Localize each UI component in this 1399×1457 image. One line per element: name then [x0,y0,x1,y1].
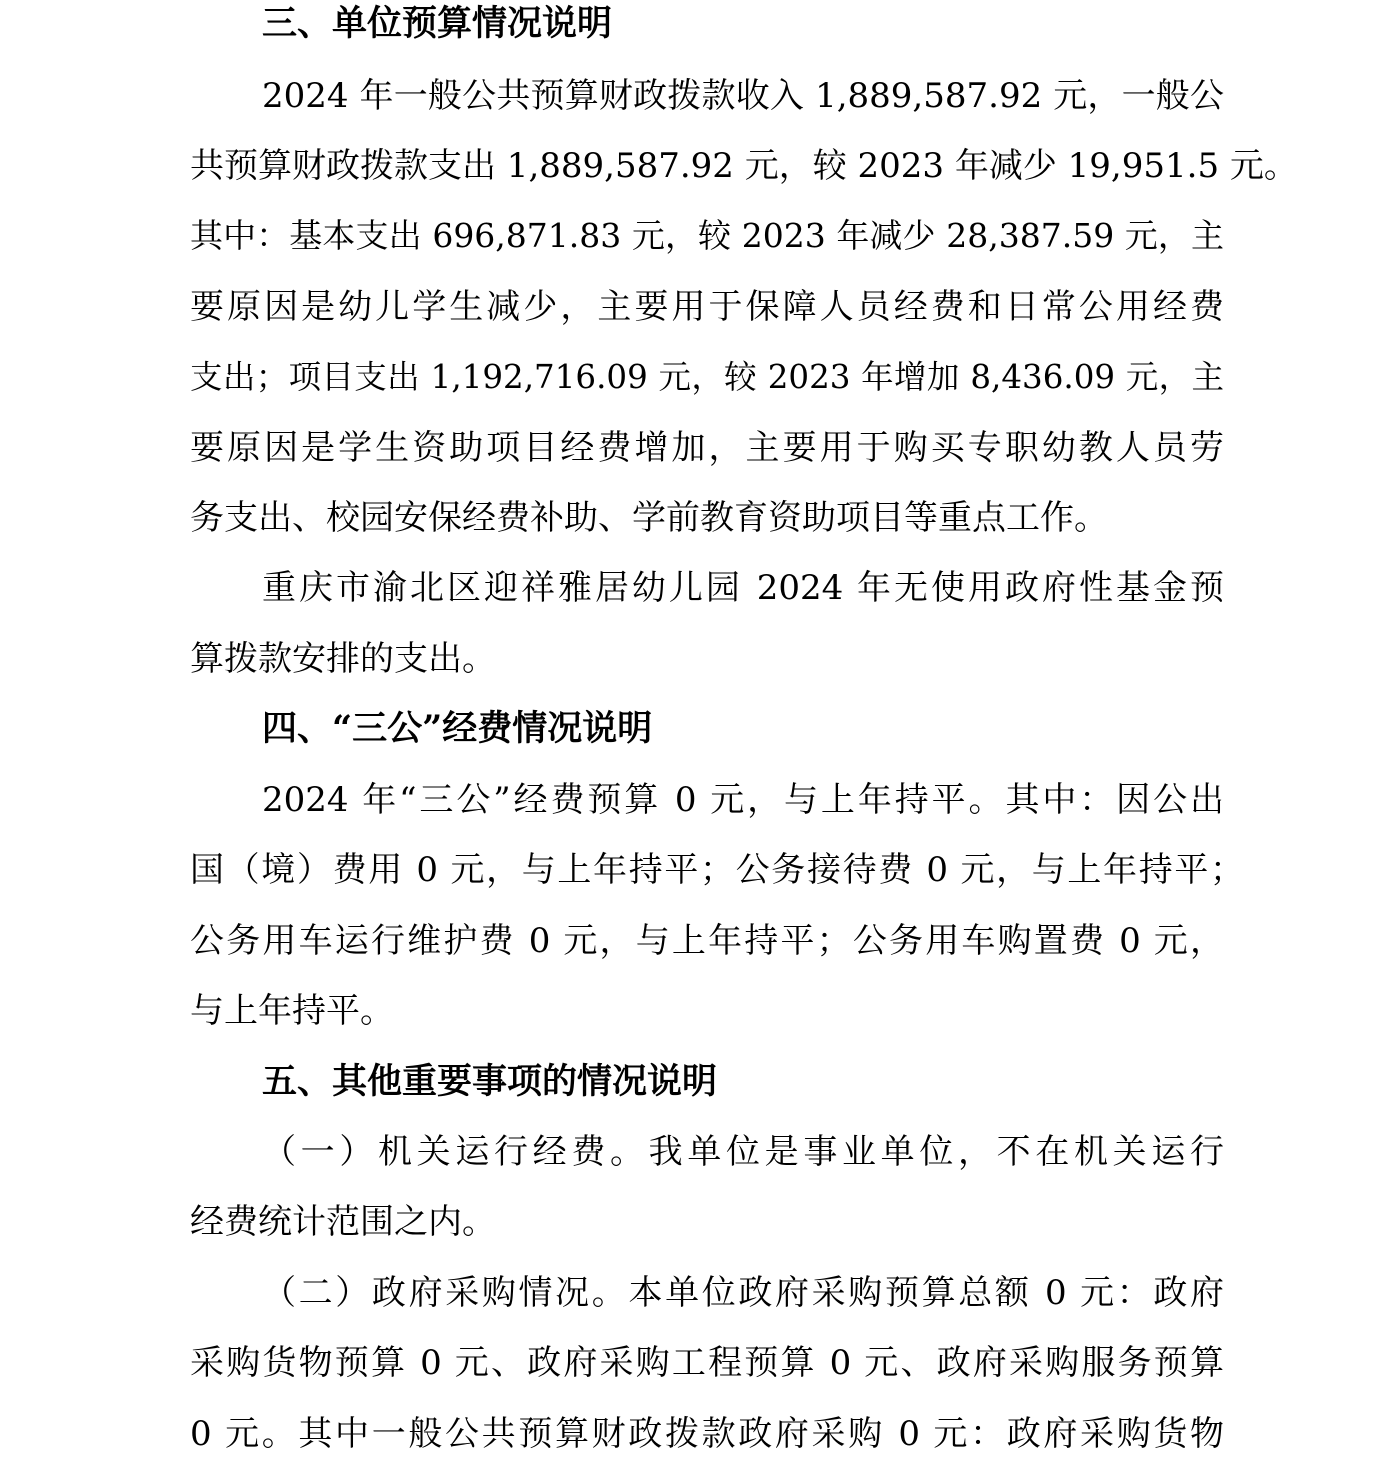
section-heading-other-matters: 五、其他重要事项的情况说明 [262,1061,718,1102]
paragraph-line: 2024 年一般公共预算财政拨款收入 1,889,587.92 元，一般公 [262,76,1224,116]
paragraph-line: 经费统计范围之内。 [190,1202,496,1242]
paragraph-line: 务支出、校园安保经费补助、学前教育资助项目等重点工作。 [190,498,1108,538]
paragraph-line: 其中：基本支出 696,871.83 元，较 2023 年减少 28,387.59 元，主 [190,216,1224,255]
paragraph-line: 与上年持平。 [190,991,394,1031]
paragraph-line: 2024 年“三公”经费预算 0 元，与上年持平。其中：因公出 [262,780,1224,820]
paragraph-line: 支出；项目支出 1,192,716.09 元，较 2023 年增加 8,436.09 元，主 [190,358,1224,396]
paragraph-line: 采购货物预算 0 元、政府采购工程预算 0 元、政府采购服务预算 [190,1343,1224,1383]
paragraph-line: 要原因是幼儿学生减少，主要用于保障人员经费和日常公用经费 [190,287,1224,327]
paragraph-line: 公务用车运行维护费 0 元，与上年持平；公务用车购置费 0 元， [190,921,1224,961]
paragraph-line: （一）机关运行经费。我单位是事业单位，不在机关运行 [262,1132,1224,1172]
paragraph-line: 共预算财政拨款支出 1,889,587.92 元，较 2023 年减少 19,951.5 元。 [190,146,1298,186]
paragraph-line: 国（境）费用 0 元，与上年持平；公务接待费 0 元，与上年持平； [190,850,1244,890]
paragraph-line: 重庆市渝北区迎祥雅居幼儿园 2024 年无使用政府性基金预 [262,568,1224,608]
paragraph-line: 要原因是学生资助项目经费增加，主要用于购买专职幼教人员劳 [190,428,1224,468]
section-heading-budget: 三、单位预算情况说明 [262,3,613,44]
paragraph-line: 0 元。其中一般公共预算财政拨款政府采购 0 元：政府采购货物 [190,1414,1224,1454]
paragraph-line: 算拨款安排的支出。 [190,639,496,679]
paragraph-line: （二）政府采购情况。本单位政府采购预算总额 0 元：政府 [262,1273,1224,1313]
section-heading-three-public: 四、“三公”经费情况说明 [262,708,653,749]
